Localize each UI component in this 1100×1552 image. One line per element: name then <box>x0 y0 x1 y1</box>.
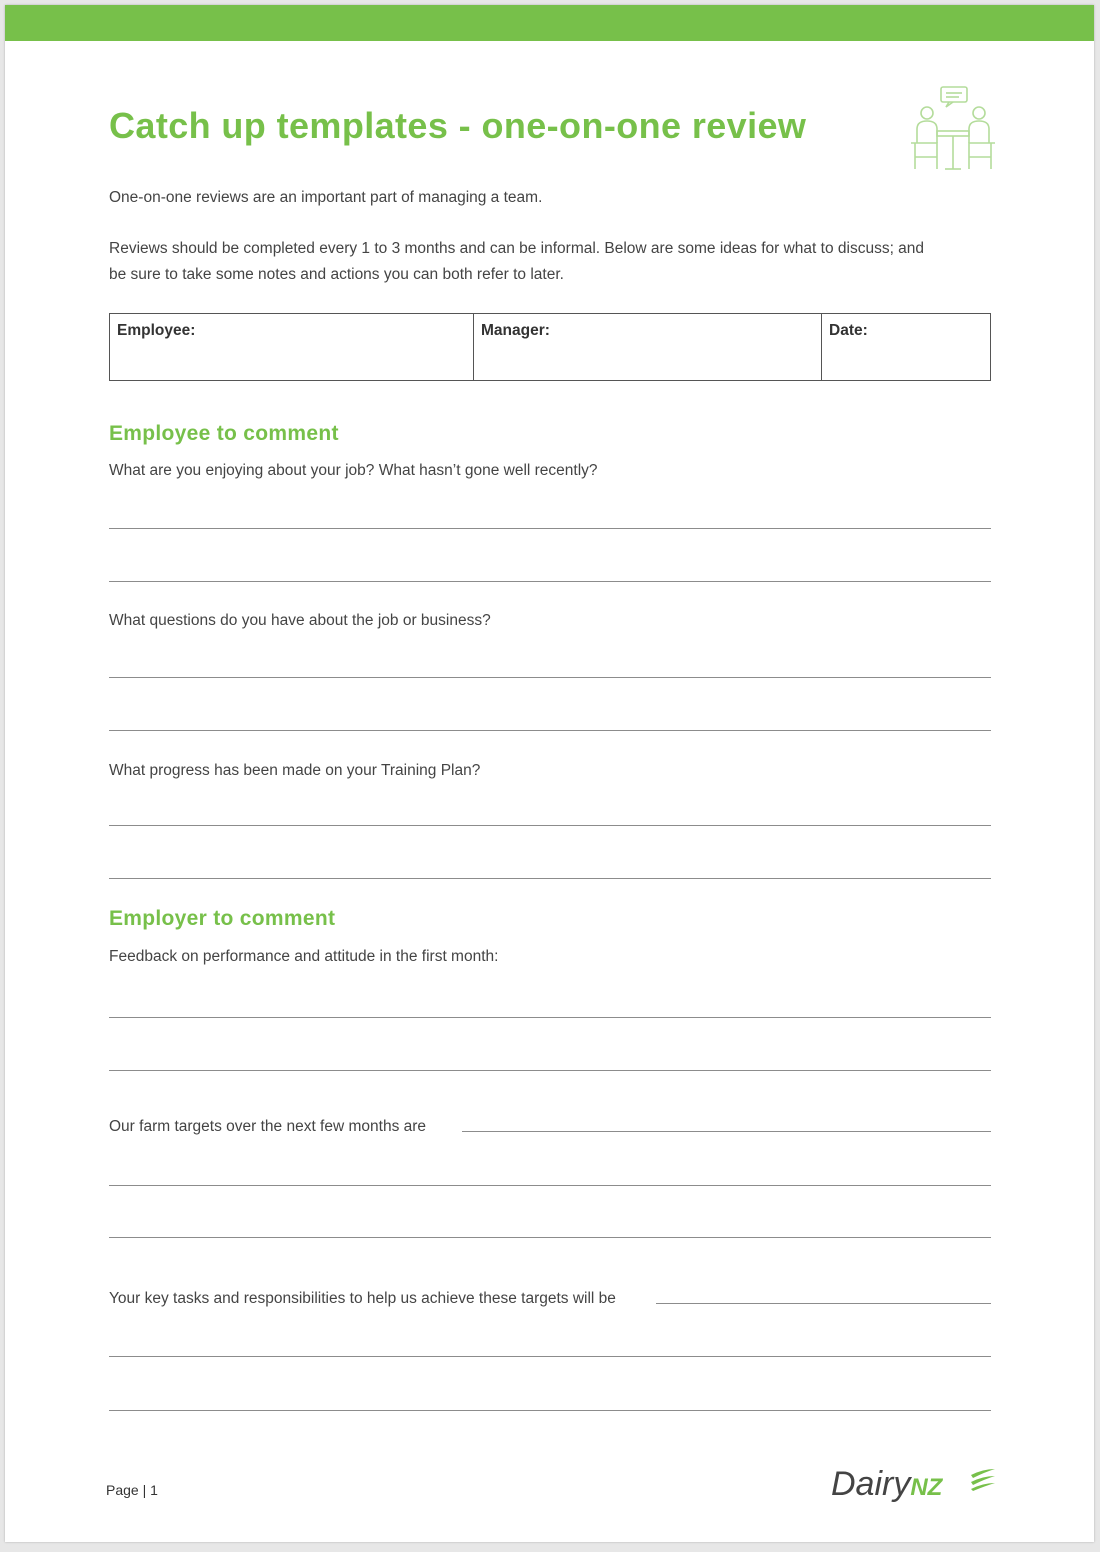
document-page <box>5 5 1094 1542</box>
page-number: 1 <box>150 1482 158 1498</box>
employer-question-2: Our farm targets over the next few months are <box>109 1118 427 1135</box>
inline-answer-line[interactable] <box>656 1303 991 1304</box>
dairynz-logo <box>831 1465 942 1504</box>
logo-suffix-text: NZ <box>910 1474 943 1501</box>
answer-line[interactable] <box>109 730 991 731</box>
answer-line[interactable] <box>109 1185 991 1186</box>
meeting-people-icon <box>907 83 999 175</box>
employee-question-1: What are you enjoying about your job? What hasn’t gone well recently? <box>109 462 598 479</box>
answer-line[interactable] <box>109 528 991 529</box>
answer-line[interactable] <box>109 581 991 582</box>
top-accent-bar <box>5 5 1094 41</box>
employer-question-1: Feedback on performance and attitude in the first month: <box>109 948 499 965</box>
inline-answer-line[interactable] <box>462 1131 991 1132</box>
page-label: Page | <box>106 1482 147 1498</box>
employee-field[interactable]: Employee: <box>110 314 474 381</box>
answer-line[interactable] <box>109 1017 991 1018</box>
answer-line[interactable] <box>109 878 991 879</box>
employer-question-3: Your key tasks and responsibilities to help us achieve these targets will be <box>109 1290 616 1307</box>
date-field[interactable]: Date: <box>822 314 991 381</box>
intro-paragraph-2-line-2: be sure to take some notes and actions you can both refer to later. <box>109 266 564 283</box>
employer-section-heading: Employer to comment <box>109 907 336 930</box>
manager-field[interactable]: Manager: <box>474 314 822 381</box>
answer-line[interactable] <box>109 1410 991 1411</box>
intro-paragraph-2-line-1: Reviews should be completed every 1 to 3 months and can be informal. Below are some ideas for what to discuss; and <box>109 240 925 257</box>
logo-main-text: Dairy <box>831 1465 911 1503</box>
answer-line[interactable] <box>109 677 991 678</box>
employee-section-heading: Employee to comment <box>109 422 339 445</box>
dairynz-swoosh-icon <box>969 1467 997 1491</box>
page-title: Catch up templates - one-on-one review <box>109 105 807 146</box>
intro-paragraph-1: One-on-one reviews are an important part of managing a team. <box>109 189 543 206</box>
employee-question-2: What questions do you have about the job or business? <box>109 612 491 629</box>
info-table <box>109 313 991 381</box>
answer-line[interactable] <box>109 1356 991 1357</box>
answer-line[interactable] <box>109 825 991 826</box>
employee-question-3: What progress has been made on your Training Plan? <box>109 762 481 779</box>
answer-line[interactable] <box>109 1237 991 1238</box>
page-footer <box>106 1482 158 1498</box>
answer-line[interactable] <box>109 1070 991 1071</box>
